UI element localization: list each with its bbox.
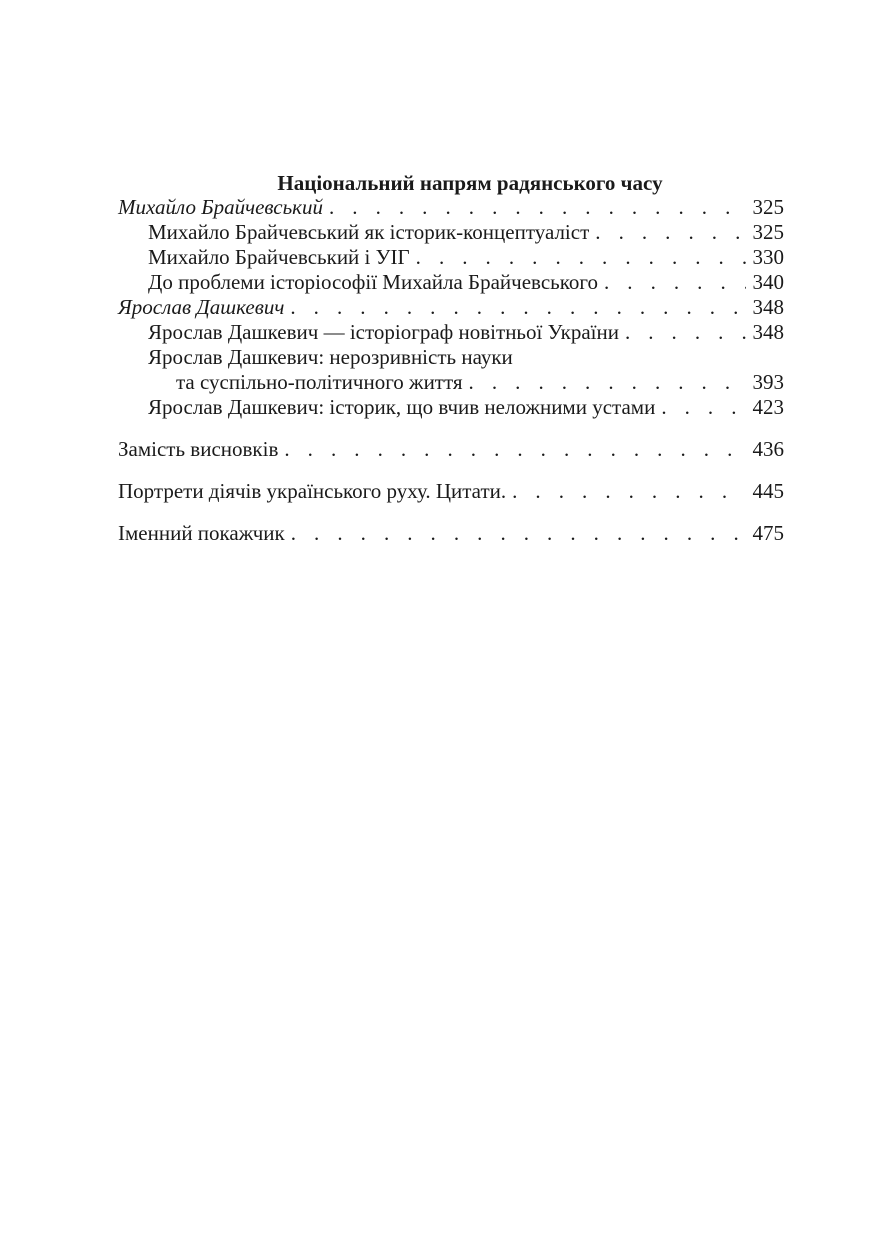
toc-entry-label: Михайло Брайчевський [118, 195, 323, 219]
toc-entry-page: 393 [752, 370, 784, 394]
toc-entry-page: 348 [752, 295, 784, 319]
toc-entry-label: Ярослав Дашкевич: нерозривність науки [148, 345, 513, 369]
toc-entry-continuation [118, 370, 784, 395]
toc-entry-page: 445 [752, 479, 784, 503]
toc-entry-page: 348 [752, 320, 784, 344]
dot-leader [291, 521, 746, 546]
dot-leader [661, 395, 746, 420]
toc-entry-label: Портрети діячів українського руху. Цитати. [118, 479, 507, 503]
toc-entry [118, 395, 784, 420]
dot-leader [625, 320, 746, 345]
toc-entry-label: Ярослав Дашкевич [118, 295, 285, 319]
dot-leader [284, 437, 746, 462]
toc-entry [118, 245, 784, 270]
dot-leader [416, 245, 746, 270]
toc-entry-label: Іменний покажчик [118, 521, 285, 545]
toc-entry-label: Ярослав Дашкевич — історіограф новітньої України [148, 320, 619, 344]
dot-leader [512, 479, 746, 504]
table-of-contents [118, 195, 784, 546]
toc-entry-label: Михайло Брайчевський як історик-концептуаліст [148, 220, 590, 244]
dot-leader [469, 370, 746, 395]
toc-entry [118, 320, 784, 345]
dot-leader [595, 220, 746, 245]
toc-entry-label: Замість висновків [118, 437, 279, 461]
toc-entry-name-index [118, 521, 784, 546]
toc-entry-page: 436 [752, 437, 784, 461]
toc-entry-page: 423 [752, 395, 784, 419]
dot-leader [604, 270, 746, 295]
toc-entry-page: 330 [752, 245, 784, 269]
dot-leader [290, 295, 746, 320]
toc-entry-label: Ярослав Дашкевич: історик, що вчив неложними устами [148, 395, 656, 419]
dot-leader [329, 195, 746, 220]
toc-entry-braichevsky [118, 195, 784, 220]
toc-entry-page: 325 [752, 195, 784, 219]
toc-entry [118, 345, 784, 370]
toc-entry-page: 475 [752, 521, 784, 545]
toc-entry [118, 220, 784, 245]
toc-entry-conclusions [118, 437, 784, 462]
toc-entry-label: До проблеми історіософії Михайла Брайчевського [148, 270, 598, 294]
toc-entry-label: та суспільно-політичного життя [176, 370, 463, 394]
toc-entry-label: Михайло Брайчевський і УІГ [148, 245, 410, 269]
section-title: Національний напрям радянського часу [277, 171, 663, 195]
toc-entry-page: 340 [752, 270, 784, 294]
toc-entry [118, 270, 784, 295]
toc-entry-portraits [118, 479, 784, 504]
toc-entry-dashkevych [118, 295, 784, 320]
toc-entry-page: 325 [752, 220, 784, 244]
